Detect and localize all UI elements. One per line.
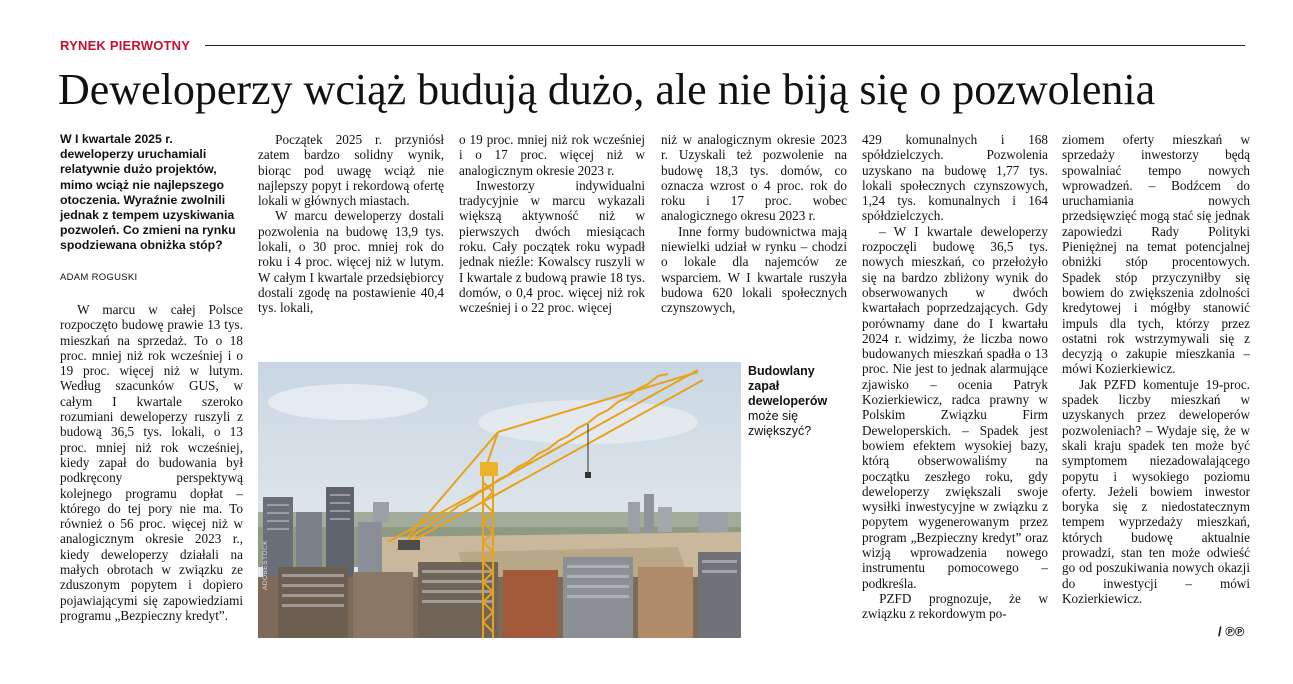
photo-caption: może się zwiększyć?: [748, 409, 812, 438]
article-column-1: [60, 302, 243, 642]
article-column-5: [862, 132, 1048, 642]
paragraph: W marcu deweloperzy dostali pozwolenia na budowę 13,9 tys. lokali, o 30 proc. mniej rok do roku i 4 proc. więcej niż w lutym. W całym I kwartale przedsiębiorcy dostali zgodę na postawienie 40,4 tys. lokali,: [258, 208, 444, 316]
construction-crane-photo: [258, 362, 741, 638]
paragraph: niż w analogicznym okresie 2023 r. Uzyskali też pozwolenie na budowę 18,3 tys. domów, co oznacza wzrost o 4 proc. rok do roku i 17 proc. wobec analogicznego okresu 2023 r.: [661, 132, 847, 224]
paragraph: Początek 2025 r. przyniósł zatem bardzo solidny wynik, biorąc pod uwagę wciąż nie najlepszy popyt i rekordową ofertę lokali w głównych miastach.: [258, 132, 444, 209]
paragraph: W marcu w całej Polsce rozpoczęto budowę prawie 13 tys. mieszkań na sprzedaż. To o 18 proc. mniej niż rok wcześniej i o 19 proc. więcej niż w lutym. Według szacunków GUS, w całym I kwartale szeroko rozumiani deweloperzy ruszyli z budową 36,5 tys. lokali, o 13 proc. mniej niż rok wcześniej, kiedy zapał do budowania był podkręcony perspektywą kolejnego programu dopłat – którego do tej pory nie ma. To również o 56 proc. więcej niż w analogicznym okresie 2023 r., kiedy deweloperzy działali na małych obrotach w związku ze zduszonym popytem i dopiero pojawiającymi się zapowiedziami programu „Bezpieczny kredyt”.: [60, 302, 243, 623]
headline: Deweloperzy wciąż budują dużo, ale nie biją się o pozwolenia: [58, 65, 1156, 114]
paragraph: 429 komunalnych i 168 spółdzielczych. Pozwolenia uzyskano na budowę 1,77 tys. lokali społecznych czynszowych, 1,24 tys. komunalnych i 164 spółdzielczych.: [862, 132, 1048, 224]
paragraph: Jak PZFD komentuje 19-proc. spadek liczby mieszkań w uzyskanych przez deweloperów pozwoleniach? – Wydaje się, że w skali kraju spadek ten może być symptomem niezadowalającego popytu i wysokiego poziomu oferty. Jeżeli bowiem inwestor boryka się z niedostatecznym tempem wyprzedaży mieszkań, których budowę aktualnie prowadzi, stan ten może odwieść go od poszukiwania nowych okazji do inwestycji – mówi Kozierkiewicz.: [1062, 376, 1250, 606]
paragraph: Inne formy budownictwa mają niewielki udział w rynku – chodzi o lokale dla najemców ze wsparciem. W I kwartale ruszyła budowa 620 lokali społecznych czynszowych,: [661, 223, 847, 316]
article-column-4: [661, 132, 847, 332]
author-signature-icon: / ℗℗: [1218, 624, 1245, 639]
paragraph: PZFD prognozuje, że w związku z rekordowym po-: [862, 590, 1048, 622]
paragraph: Inwestorzy indywidualni tradycyjnie w marcu wykazali większą aktywność niż w pierwszych dwóch miesiącach roku. Cały początek roku wypadł jednak nieźle: Kowalscy ruszyli w I kwartale z budową prawie 18 tys. domów, o 0,4 proc. więcej niż rok wcześniej i o 22 proc. więcej: [459, 177, 645, 316]
paragraph: ziomem oferty mieszkań w sprzedaży inwestorzy będą spowalniać tempo nowych wprowadzeń. – Bodźcem do uruchamiania nowych przedsięwzięć mogą stać się jednak zapowiedzi Rady Polityki Pieniężnej na temat potencjalnej obniżki stóp procentowych. Spadek stóp przyczyniłby się bowiem do zwiększenia zdolności kredytowej i mógłby stanowić impuls dla tych, którzy przez ostatni rok wstrzymywali się z decyzją o zakupie mieszkania – mówi Kozierkiewicz.: [1062, 132, 1250, 377]
section-label: RYNEK PIERWOTNY: [60, 38, 191, 53]
paragraph: o 19 proc. mniej niż rok wcześniej i o 17 proc. więcej niż w analogicznym okresie 2023 r.: [459, 132, 645, 178]
article-column-2: [258, 132, 444, 332]
photo-caption-bold: Budowlany zapał deweloperów: [748, 364, 828, 408]
paragraph: – W I kwartale deweloperzy rozpoczęli budowę 36,5 tys. nowych mieszkań, co przełożyło się na bardzo zbliżony wynik do obserwowanych w dwóch kwartałach poprzedzających. Gdy porównamy dane do I kwartału 2024 r. widzimy, że liczba nowo budowanych mieszkań spadła o 13 proc. Nie jest to jednak alarmujące zjawisko – ocenia Patryk Kozierkiewicz, radca prawny w Polskim Związku Firm Deweloperskich. – Spadek jest bowiem efektem wysokiej bazy, którą obserwowaliśmy na początku zeszłego roku, gdy deweloperzy zwiększali swoje wysiłki inwestycyjne w związku z popytem wygenerowanym przez program „Bezpieczny kredyt” oraz wizją wprowadzenia nowego instrumentu pomocowego – podkreśla.: [862, 223, 1048, 591]
article-column-6: [1062, 132, 1250, 642]
byline: ADAM ROGUSKI: [60, 272, 138, 283]
photo-credit: ADOBESTOCK: [262, 539, 269, 590]
article-column-3: [459, 132, 645, 332]
section-rule: [205, 45, 1245, 46]
lead-paragraph: W I kwartale 2025 r. deweloperzy uruchamiali relatywnie dużo projektów, mimo wciąż nie najlepszego otoczenia. Wyraźnie zwolnili jednak z tempem uzyskiwania pozwoleń. Co zmieni na rynku spodziewana obniżka stóp?: [60, 132, 236, 253]
